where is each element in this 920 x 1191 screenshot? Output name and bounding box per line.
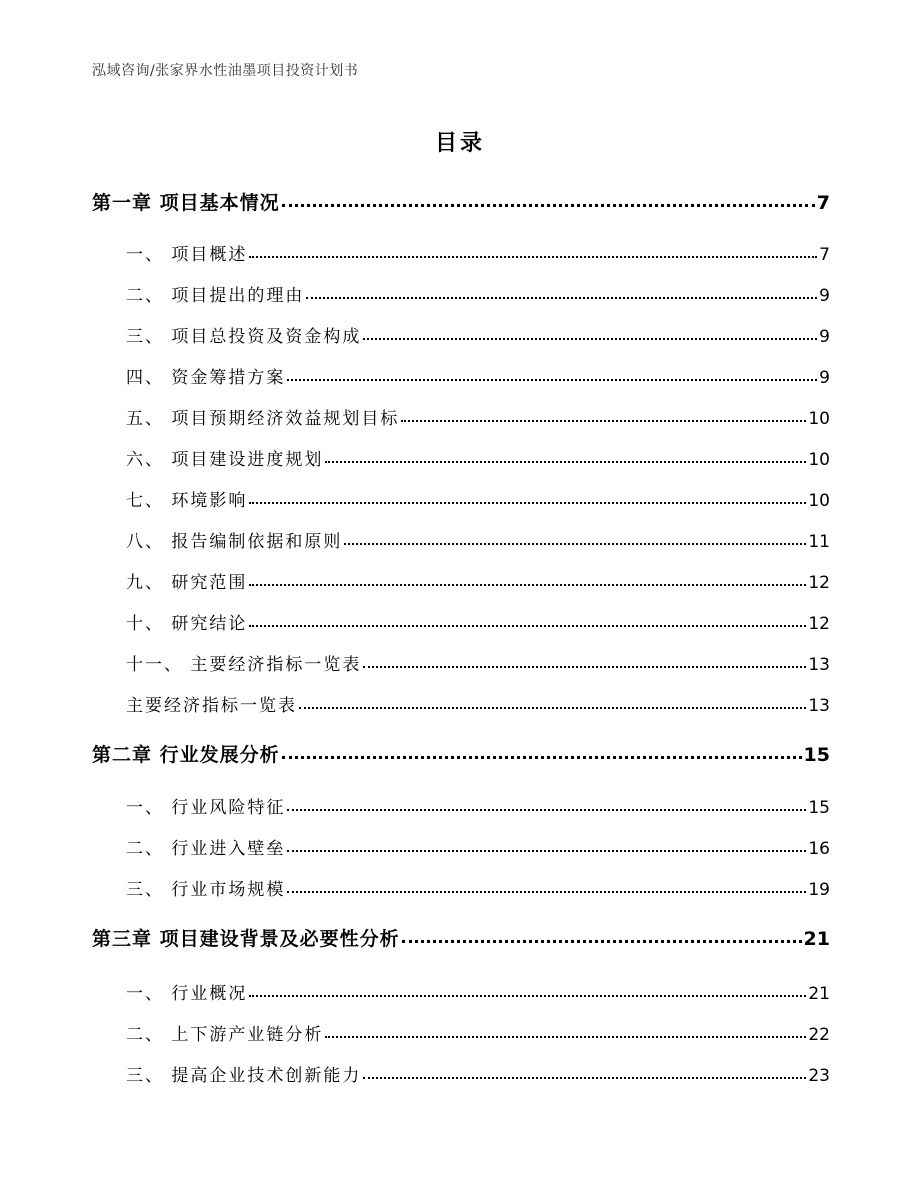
toc-entry-section[interactable] xyxy=(126,322,830,348)
toc-entry-label: 七、 环境影响 xyxy=(126,491,248,511)
toc-entry-label: 第一章 项目基本情况 xyxy=(92,192,280,214)
toc-entry-label: 九、 研究范围 xyxy=(126,573,248,593)
dot-leader xyxy=(249,982,806,999)
toc-entry-page: 9 xyxy=(819,327,830,347)
page-title: 目录 xyxy=(434,131,485,156)
toc-entry-section[interactable] xyxy=(126,691,830,717)
toc-entry-label: 三、 行业市场规模 xyxy=(126,880,286,900)
toc-entry-label: 二、 行业进入壁垒 xyxy=(126,839,286,859)
toc-entry-page: 10 xyxy=(808,450,830,470)
toc-entry-section[interactable] xyxy=(126,793,830,819)
toc-entry-section[interactable] xyxy=(126,650,830,676)
toc-entry-section[interactable] xyxy=(126,363,830,389)
toc-entry-page: 19 xyxy=(808,880,830,900)
dot-leader xyxy=(363,653,806,670)
dot-leader xyxy=(249,571,806,588)
dot-leader xyxy=(402,926,802,945)
dot-leader xyxy=(287,837,806,854)
dot-leader xyxy=(363,1064,806,1081)
toc-entry-label: 十、 研究结论 xyxy=(126,614,248,634)
toc-entry-section[interactable] xyxy=(126,404,830,430)
dot-leader xyxy=(325,1023,806,1040)
toc-entry-section[interactable] xyxy=(126,1061,830,1087)
toc-entry-page: 23 xyxy=(808,1066,830,1086)
toc-entry-page: 13 xyxy=(808,655,830,675)
toc-entry-section[interactable] xyxy=(126,609,830,635)
toc-entry-label: 第二章 行业发展分析 xyxy=(92,744,280,766)
toc-entry-label: 一、 项目概述 xyxy=(126,245,248,265)
toc-entry-label: 六、 项目建设进度规划 xyxy=(126,450,324,470)
dot-leader xyxy=(325,448,806,465)
toc-entry-page: 21 xyxy=(808,984,830,1004)
toc-entry-page: 13 xyxy=(808,696,830,716)
toc-entry-section[interactable] xyxy=(126,1020,830,1046)
dot-leader xyxy=(287,796,806,813)
dot-leader xyxy=(363,325,817,342)
toc-entry-section[interactable] xyxy=(126,979,830,1005)
dot-leader xyxy=(249,243,817,260)
toc-entry-page: 12 xyxy=(808,573,830,593)
dot-leader xyxy=(306,284,817,301)
toc-entry-label: 五、 项目预期经济效益规划目标 xyxy=(126,409,400,429)
toc-entry-label: 二、 项目提出的理由 xyxy=(126,286,305,306)
toc-entry-page: 9 xyxy=(819,368,830,388)
toc-entry-section[interactable] xyxy=(126,486,830,512)
toc-entry-page: 22 xyxy=(808,1025,830,1045)
toc-entry-label: 三、 项目总投资及资金构成 xyxy=(126,327,362,347)
toc-entry-page: 15 xyxy=(803,744,830,766)
toc-entry-section[interactable] xyxy=(126,281,830,307)
toc-entry-section[interactable] xyxy=(126,875,830,901)
dot-leader xyxy=(249,612,806,629)
toc-entry-page: 11 xyxy=(808,532,830,552)
toc-entry-page: 9 xyxy=(819,286,830,306)
toc-entry-page: 15 xyxy=(808,798,830,818)
toc-entry-section[interactable] xyxy=(126,568,830,594)
toc-entry-label: 十一、 主要经济指标一览表 xyxy=(126,655,362,675)
toc-entry-section[interactable] xyxy=(126,445,830,471)
toc-entry-page: 7 xyxy=(816,192,830,214)
toc-entry-label: 二、 上下游产业链分析 xyxy=(126,1025,324,1045)
dot-leader xyxy=(287,366,817,383)
dot-leader xyxy=(287,878,806,895)
dot-leader xyxy=(299,694,806,711)
toc-entry-chapter-2[interactable] xyxy=(92,740,830,770)
toc-entry-section[interactable] xyxy=(126,834,830,860)
toc-entry-page: 7 xyxy=(819,245,830,265)
dot-leader xyxy=(249,489,806,506)
toc-entry-page: 10 xyxy=(808,409,830,429)
running-header: 泓域咨询/张家界水性油墨项目投资计划书 xyxy=(92,63,359,79)
dot-leader xyxy=(344,530,806,547)
toc-entry-page: 16 xyxy=(808,839,830,859)
toc-entry-label: 主要经济指标一览表 xyxy=(126,696,297,716)
toc-entry-label: 三、 提高企业技术创新能力 xyxy=(126,1066,362,1086)
toc-entry-page: 21 xyxy=(803,928,830,950)
toc-entry-page: 10 xyxy=(808,491,830,511)
dot-leader xyxy=(401,407,806,424)
toc-entry-label: 第三章 项目建设背景及必要性分析 xyxy=(92,928,400,950)
toc-entry-label: 八、 报告编制依据和原则 xyxy=(126,532,343,552)
dot-leader xyxy=(282,190,815,209)
toc-entry-label: 一、 行业风险特征 xyxy=(126,798,286,818)
toc-entry-label: 一、 行业概况 xyxy=(126,984,248,1004)
toc-entry-chapter-3[interactable] xyxy=(92,924,830,954)
toc-entry-section[interactable] xyxy=(126,240,830,266)
toc-entry-section[interactable] xyxy=(126,527,830,553)
toc-entry-label: 四、 资金筹措方案 xyxy=(126,368,286,388)
toc-entry-page: 12 xyxy=(808,614,830,634)
toc-entry-chapter-1[interactable] xyxy=(92,188,830,218)
dot-leader xyxy=(282,742,802,761)
